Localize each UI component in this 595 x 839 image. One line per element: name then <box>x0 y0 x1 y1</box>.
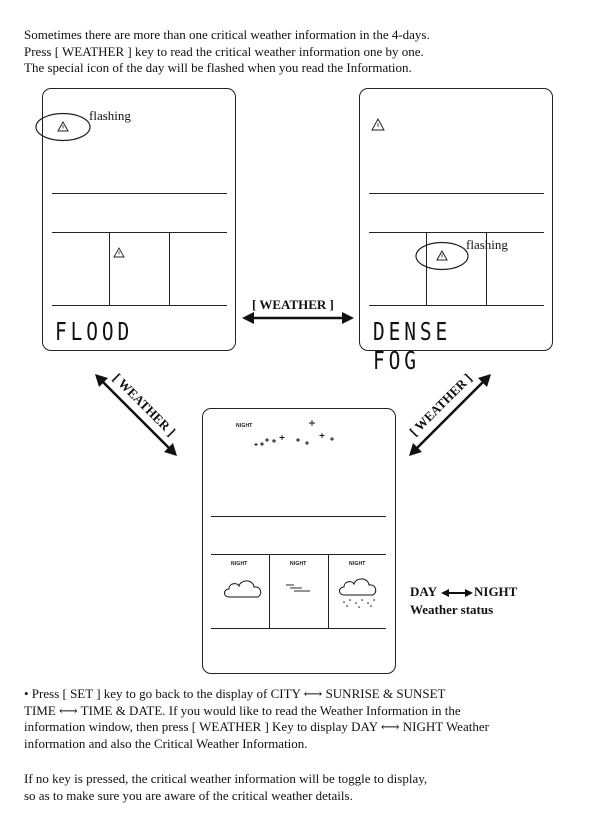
footer-line-2: so as to make sure you are aware of the critical weather details. <box>24 787 353 803</box>
weather-key-label: [ WEATHER ] <box>252 297 334 312</box>
double-arrow-icon <box>242 311 354 325</box>
warning-triangle-icon <box>371 118 385 132</box>
snow-cloud-icon <box>336 575 382 611</box>
night-label: NIGHT <box>231 561 248 567</box>
warning-triangle-icon <box>415 241 469 271</box>
lcd-text-dense-fog: DENSE FOG <box>373 317 452 375</box>
night-label: NIGHT <box>349 561 366 567</box>
divider <box>369 305 544 306</box>
note-line-4: information and also the Critical Weather Information. <box>24 735 308 751</box>
weather-key-label-diagonal-left: [ WEATHER ] <box>110 370 179 439</box>
note-line-2: TIME ⟷ TIME & DATE. If you would like to read the Weather Information in the <box>24 702 461 718</box>
footer-paragraph <box>24 771 427 804</box>
double-arrow-icon <box>441 588 473 598</box>
flashing-label-right: flashing <box>466 237 508 252</box>
divider <box>269 554 270 628</box>
divider <box>369 232 544 233</box>
intro-line-2: Press [ WEATHER ] key to read the critical weather information one by one. <box>24 43 424 59</box>
warning-triangle-icon <box>113 247 125 259</box>
night-label: NIGHT <box>236 423 253 429</box>
cloud-icon <box>221 576 265 602</box>
warning-triangle-icon <box>35 112 93 142</box>
divider <box>211 554 386 555</box>
footer-line-1: If no key is pressed, the critical weather information will be toggle to display, <box>24 771 428 786</box>
intro-line-3: The special icon of the day will be flashed when you read the Information. <box>24 60 412 75</box>
night-word: NIGHT <box>474 584 518 599</box>
day-word: DAY <box>410 584 437 599</box>
weather-key-label-diagonal-right: [ WEATHER ] <box>406 370 475 439</box>
note-line-1: • Press [ SET ] key to go back to the display of CITY ⟷ SUNRISE & SUNSET <box>24 686 446 701</box>
note-line-3: information window, then press [ WEATHER ] Key to display DAY ⟷ NIGHT Weather <box>24 719 489 734</box>
weather-status-label: Weather status <box>410 602 494 617</box>
divider <box>52 193 227 194</box>
lcd-text-flood: FLOOD <box>55 317 134 346</box>
night-label: NIGHT <box>290 561 307 567</box>
intro-line-1: Sometimes there are more than one critical weather information in the 4-days. <box>24 27 430 42</box>
divider <box>211 516 386 517</box>
divider <box>328 554 329 628</box>
flashing-label-left: flashing <box>89 108 131 123</box>
divider <box>369 193 544 194</box>
intro-paragraph <box>24 27 430 77</box>
divider <box>109 232 110 305</box>
divider <box>52 232 227 233</box>
divider <box>169 232 170 305</box>
divider <box>211 628 386 629</box>
note-paragraph <box>24 686 489 752</box>
stars-icon <box>252 418 338 448</box>
display-panel-dense-fog <box>359 88 553 375</box>
divider <box>52 305 227 306</box>
day-night-status-label <box>410 584 437 600</box>
fog-icon <box>284 582 314 596</box>
